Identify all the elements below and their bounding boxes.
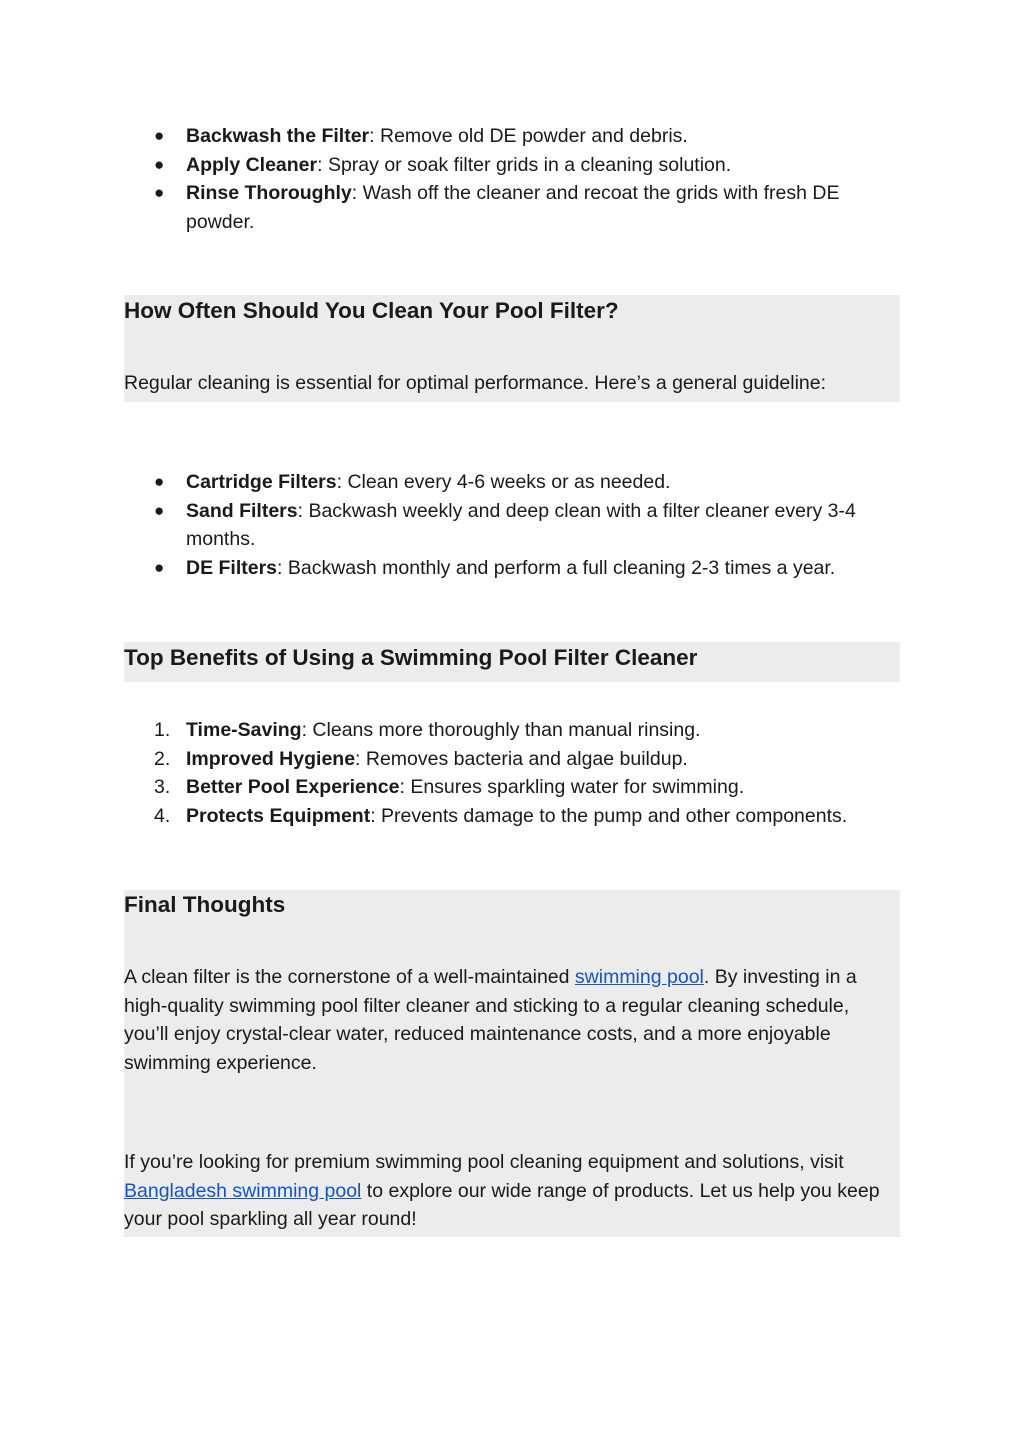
list-item <box>124 122 900 151</box>
bangladesh-swimming-pool-link[interactable]: Bangladesh swimming pool <box>124 1179 362 1202</box>
list-item-text: : Prevents damage to the pump and other components. <box>370 804 848 827</box>
list-item <box>124 716 900 745</box>
list-item-term: Apply Cleaner <box>186 153 318 176</box>
frequency-intro: Regular cleaning is essential for optimal performance. Here’s a general guideline: <box>124 372 827 394</box>
list-number: 3. <box>154 776 171 798</box>
frequency-heading: How Often Should You Clean Your Pool Filter? <box>124 298 619 323</box>
bullet-icon: ● <box>154 500 165 520</box>
list-item-text: : Ensures sparkling water for swimming. <box>399 776 745 798</box>
list-item <box>124 745 900 774</box>
list-item <box>124 554 900 583</box>
list-item-text: : Backwash monthly and perform a full cleaning 2-3 times a year. <box>277 556 836 579</box>
benefits-list <box>124 716 900 830</box>
list-item-text: : Wash off the cleaner and recoat the grids with fresh DE powder. <box>186 182 840 233</box>
list-item-term: Backwash the Filter <box>186 125 370 147</box>
final-p1-text-before: A clean filter is the cornerstone of a well-maintained <box>124 966 575 988</box>
list-item-term: Cartridge Filters <box>186 471 337 493</box>
list-item <box>124 773 900 802</box>
final-paragraph-2 <box>124 1148 894 1234</box>
final-heading: Final Thoughts <box>124 892 286 917</box>
list-item-term: Better Pool Experience <box>186 776 400 798</box>
list-item-text: : Cleans more thoroughly than manual rinsing. <box>301 719 701 741</box>
list-item <box>124 151 900 180</box>
list-item-text: : Spray or soak filter grids in a cleaning solution. <box>317 153 732 176</box>
bullet-icon: ● <box>154 183 165 202</box>
list-item <box>124 802 900 831</box>
de-steps-list <box>124 122 900 236</box>
bullet-icon: ● <box>154 472 165 491</box>
list-item <box>124 497 900 554</box>
final-p1-text-after: . By investing in a high-quality swimming pool filter cleaner and sticking to a regular cleaning schedule, you’ll enjoy crystal-clear water, reduced maintenance costs, and a more enjoyable swimming experience. <box>124 966 857 1074</box>
final-p2-text-before: If you’re looking for premium swimming pool cleaning equipment and solutions, visit <box>124 1151 844 1173</box>
list-number: 4. <box>154 804 171 827</box>
bullet-icon: ● <box>154 126 165 145</box>
list-item-term: Rinse Thoroughly <box>186 182 352 204</box>
list-item-text: : Remove old DE powder and debris. <box>369 125 688 147</box>
final-paragraph-1 <box>124 963 894 1077</box>
list-number: 1. <box>154 719 171 741</box>
list-number: 2. <box>154 747 171 770</box>
bullet-icon: ● <box>154 154 165 174</box>
list-item-term: Improved Hygiene <box>186 747 356 770</box>
list-item-text: : Removes bacteria and algae buildup. <box>355 747 688 770</box>
frequency-list <box>124 468 900 582</box>
benefits-heading: Top Benefits of Using a Swimming Pool Filter Cleaner <box>124 645 698 670</box>
list-item-term: DE Filters <box>186 556 278 579</box>
list-item <box>124 468 900 497</box>
final-p2-text-after: to explore our wide range of products. Let us help you keep your pool sparkling all year round! <box>124 1179 880 1230</box>
list-item-term: Time-Saving <box>186 719 302 741</box>
list-item <box>124 179 900 236</box>
list-item-text: : Clean every 4-6 weeks or as needed. <box>336 471 671 493</box>
bullet-icon: ● <box>154 557 165 577</box>
list-item-text: : Backwash weekly and deep clean with a filter cleaner every 3-4 months. <box>186 499 856 550</box>
list-item-term: Sand Filters <box>186 499 298 522</box>
list-item-term: Protects Equipment <box>186 804 371 827</box>
swimming-pool-link[interactable]: swimming pool <box>574 966 704 988</box>
